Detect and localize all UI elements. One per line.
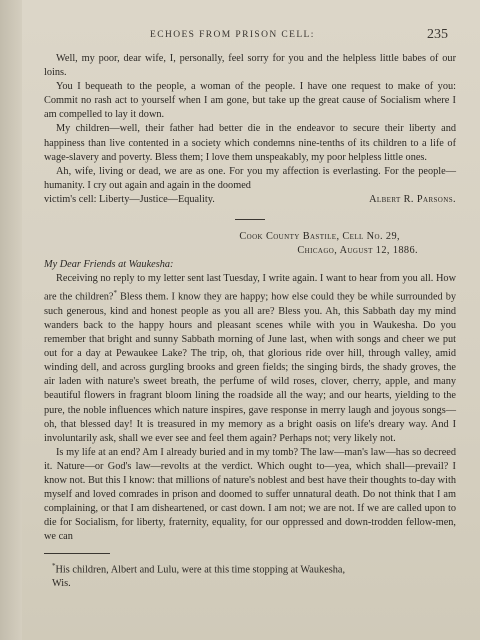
paragraph: My children—well, their father had better die in the endeavor to secure their liberty and happiness than live contented in a society which condemns nine-tenths of its children to a life of wage-slavery and poverty. Bless them; I love them unspeakably, my poor helpless little ones. — [44, 123, 456, 163]
dateline-date: Chicago, August 12, 1886. — [297, 245, 418, 257]
footnote-mark: * — [52, 561, 56, 570]
dateline-location: Cook County Bastile, Cell No. 29, — [239, 231, 400, 243]
salutation: My Dear Friends at Waukesha: — [44, 259, 174, 271]
paragraph: Is my life at an end? Am I already buried and in my tomb? The law—man's law—has so decreed it. Nature—or God's law—revolts at the verdict. Which ought to—yea, which shall—prevail? I know not. But this I know: that millions of nature's noblest and best have their thoughts to-day with myself and loved comrades in prison and doomed to suffer unnatural death. Do not think that I am complaining, or that I am disheartened, or cast down. I am not; we are not. If we are called upon to die for Socialism, for liberty, fraternity, equality, for our oppressed and down-trodden fellow-men, we can — [44, 446, 456, 543]
book-spine-shadow — [0, 0, 22, 640]
paragraph-text: Receiving no reply to my letter sent last Tuesday, I write again. I want to hear from you all. How are the children? — [44, 273, 456, 303]
paragraph: Well, my poor, dear wife, I, personally, feel sorry for you and the helpless little babes of our loins. — [44, 53, 456, 79]
footnote-continuation: Wis. — [52, 578, 71, 590]
running-head: ECHOES FROM PRISON CELL: — [150, 30, 315, 40]
page-header — [150, 27, 448, 46]
letter-to-wife — [44, 52, 456, 207]
paragraph: Ah, wife, living or dead, we are as one. For you my affection is everlasting. For the people—humanity. I cry out again and again in the doomed — [44, 165, 456, 191]
footnote-reference: * — [113, 289, 117, 298]
closing-line: victim's cell: Liberty—Justice—Equality. — [44, 193, 215, 205]
section-divider — [235, 219, 265, 220]
footnote-rule — [44, 553, 110, 554]
closing-row — [44, 193, 456, 207]
signature: Albert R. Parsons. — [369, 193, 456, 205]
page-body — [44, 52, 456, 591]
letter-to-friends — [44, 230, 456, 544]
paragraph — [44, 272, 456, 446]
paragraph: You I bequeath to the people, a woman of the people. I have one request to make of you: Commit no rash act to yourself when I am gone, but take up the great cause of Socialism where I am compelled to lay it down. — [44, 81, 456, 121]
footnote-text: His children, Albert and Lulu, were at this time stopping at Waukesha, — [55, 563, 346, 575]
page-number: 235 — [427, 27, 448, 42]
paragraph-text: Bless them. I know they are happy; how else could they be while surrounded by such generous, kind and honest people as you all are? Bless you. Ah, this Sabbath day my mind wanders back to the happy hours and pleasant scenes while with you in Waukesha. Do you remember that bright and sunny Sabbath morning of June last, when with songs and cheer we put out for a day at Pewaukee Lake? The trip, oh, that glorious ride over hill, through valley, amid winding dell, and across gurgling brooks and green fields; the singing birds, the shady groves, the air laden with nature's sweet breath, the perfume of wild roses, clover, cherry, apple, and many beautiful flowers in fragrant bloom lining the roadside all the way; and our hearts, yielding to the pure, the noble influences which nature inspires, gave response in merry laugh and joyous songs—oh, that blessed day! It is treasured in my memory as a bright oasis on life's dreary way. And I involuntarily ask, shall we ever see and feel them again? Perhaps not; very likely not. — [44, 291, 456, 444]
footnote — [44, 559, 456, 592]
dateline — [44, 230, 456, 258]
